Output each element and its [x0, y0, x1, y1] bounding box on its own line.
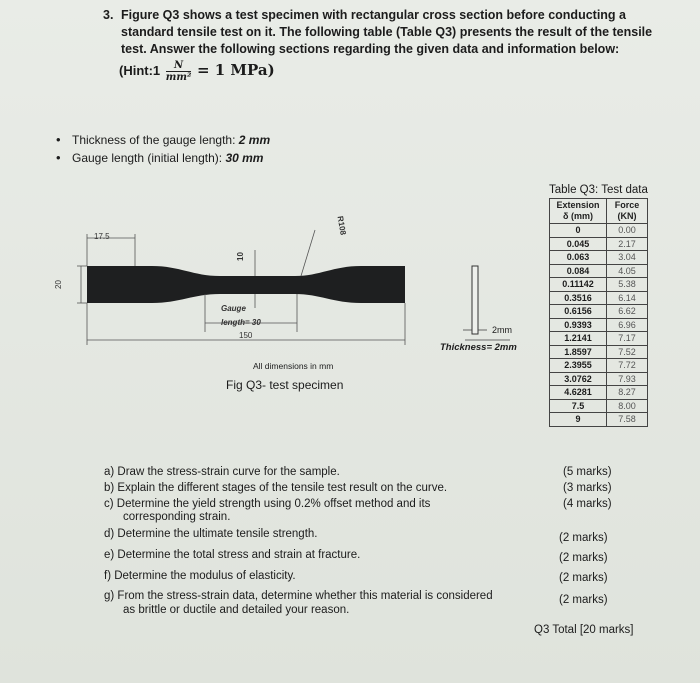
- extension-cell: 0.045: [550, 237, 607, 251]
- part-marks: (2 marks): [559, 594, 608, 606]
- table-row: [550, 399, 648, 413]
- force-cell: 6.96: [607, 318, 648, 332]
- extension-cell: 1.2141: [550, 332, 607, 346]
- dim-r108: R108: [335, 215, 348, 236]
- part-marks: (3 marks): [563, 482, 612, 494]
- given-data-list: [52, 133, 270, 169]
- header-force: Force (KN): [607, 199, 648, 224]
- force-cell: 0.00: [607, 224, 648, 238]
- hint-suffix: = 1 MPa): [196, 60, 275, 79]
- table-row: [550, 305, 648, 319]
- question-part-text: a) Draw the stress-strain curve for the sample.: [104, 466, 340, 478]
- hint-numerator: N: [166, 60, 192, 72]
- extension-cell: 7.5: [550, 399, 607, 413]
- part-marks: (4 marks): [563, 498, 612, 510]
- table-row: [550, 386, 648, 400]
- extension-cell: 0.084: [550, 264, 607, 278]
- specimen-shape: [87, 266, 405, 303]
- question-part-text: f) Determine the modulus of elasticity.: [104, 570, 296, 582]
- force-cell: 7.52: [607, 345, 648, 359]
- bullet-thickness: [52, 133, 270, 151]
- thickness-label: Thickness= 2mm: [440, 342, 517, 353]
- extension-cell: 4.6281: [550, 386, 607, 400]
- question-part-text: corresponding strain.: [123, 511, 231, 523]
- question-part-text: as brittle or ductile and detailed your reason.: [123, 604, 350, 616]
- bullet-label: Gauge length (initial length):: [72, 151, 226, 165]
- table-row: [550, 413, 648, 427]
- force-cell: 3.04: [607, 251, 648, 265]
- table-row: [550, 372, 648, 386]
- hint-denominator: mm²: [165, 72, 192, 83]
- question-part-text: b) Explain the different stages of the tensile test result on the curve.: [104, 482, 448, 494]
- dim-17-5: 17.5: [94, 232, 110, 241]
- extension-cell: 0.9393: [550, 318, 607, 332]
- table-row: [550, 318, 648, 332]
- force-cell: 7.17: [607, 332, 648, 346]
- question-part-text: c) Determine the yield strength using 0.2% offset method and its: [104, 498, 431, 510]
- force-cell: 4.05: [607, 264, 648, 278]
- table-row: [550, 278, 648, 292]
- question-intro-line-3: test. Answer the following sections regarding the given data and information below:: [121, 42, 620, 56]
- question-intro-line-2: standard tensile test on it. The following table (Table Q3) presents the result of the tensile: [121, 25, 653, 39]
- question-intro-line-1: Figure Q3 shows a test specimen with rectangular cross section before conducting a: [121, 8, 626, 22]
- extension-cell: 0.3516: [550, 291, 607, 305]
- hint-fraction: [166, 60, 192, 83]
- part-marks: (5 marks): [563, 466, 612, 478]
- extension-cell: 3.0762: [550, 372, 607, 386]
- dim-2mm: 2mm: [492, 325, 512, 335]
- force-cell: 7.93: [607, 372, 648, 386]
- force-cell: 2.17: [607, 237, 648, 251]
- extension-cell: 0: [550, 224, 607, 238]
- total-marks: Q3 Total [20 marks]: [534, 624, 634, 636]
- all-dimensions-note: All dimensions in mm: [253, 361, 334, 371]
- gauge-label: Gauge: [221, 304, 246, 313]
- thickness-view: [472, 266, 478, 334]
- force-cell: 6.62: [607, 305, 648, 319]
- extension-cell: 0.063: [550, 251, 607, 265]
- force-cell: 8.27: [607, 386, 648, 400]
- extension-cell: 2.3955: [550, 359, 607, 373]
- table-row: [550, 291, 648, 305]
- dim-20: 20: [53, 280, 63, 289]
- table-row: [550, 264, 648, 278]
- extension-cell: 0.6156: [550, 305, 607, 319]
- force-cell: 5.38: [607, 278, 648, 292]
- test-data-table: [549, 198, 648, 427]
- specimen-drawing: [55, 190, 545, 405]
- bullet-icon: •: [56, 132, 61, 147]
- hint-prefix: (Hint:1: [119, 62, 161, 78]
- extension-cell: 0.11142: [550, 278, 607, 292]
- part-marks: (2 marks): [559, 552, 608, 564]
- table-row: [550, 251, 648, 265]
- question-part-text: e) Determine the total stress and strain at fracture.: [104, 549, 361, 561]
- force-cell: 6.14: [607, 291, 648, 305]
- force-cell: 7.72: [607, 359, 648, 373]
- part-marks: (2 marks): [559, 532, 608, 544]
- bullet-value: 2 mm: [238, 133, 271, 147]
- dim-150: 150: [239, 331, 253, 340]
- extension-cell: 1.8597: [550, 345, 607, 359]
- table-row: [550, 332, 648, 346]
- hint: [119, 60, 275, 83]
- gauge-length-label: length= 30: [221, 318, 261, 327]
- table-row: [550, 237, 648, 251]
- table-row: [550, 345, 648, 359]
- force-cell: 7.58: [607, 413, 648, 427]
- question-part-text: g) From the stress-strain data, determine whether this material is considered: [104, 590, 493, 602]
- table-row: [550, 224, 648, 238]
- figure-caption: Fig Q3- test specimen: [226, 378, 344, 392]
- bullet-label: Thickness of the gauge length:: [72, 133, 239, 147]
- dim-10: 10: [235, 252, 245, 261]
- question-part-text: d) Determine the ultimate tensile strength.: [104, 528, 318, 540]
- bullet-icon: •: [56, 150, 61, 165]
- table-header-row: [550, 199, 648, 224]
- table-caption: Table Q3: Test data: [549, 184, 648, 196]
- extension-cell: 9: [550, 413, 607, 427]
- bullet-value: 30 mm: [225, 151, 264, 165]
- force-cell: 8.00: [607, 399, 648, 413]
- question-number: 3.: [103, 8, 114, 22]
- header-extension: Extension δ (mm): [550, 199, 607, 224]
- part-marks: (2 marks): [559, 572, 608, 584]
- table-row: [550, 359, 648, 373]
- bullet-gauge-length: [52, 151, 270, 169]
